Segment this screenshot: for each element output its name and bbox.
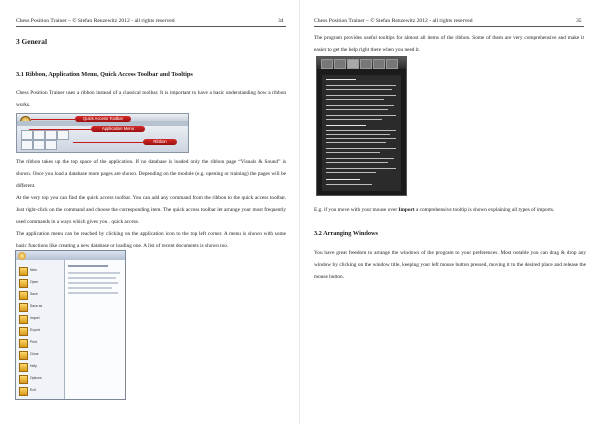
tooltip-text-line [326, 115, 396, 116]
recent-documents-list [65, 260, 125, 399]
ribbon-button-icon [386, 59, 398, 69]
callout-application-menu: Application Menu [91, 126, 145, 132]
section-heading: 3.2 Arranging Windows [314, 230, 378, 237]
tooltip-text-line [326, 105, 394, 106]
tooltip-text-line [326, 99, 384, 100]
import-button-icon [347, 59, 359, 69]
paragraph-ribbon-pages: The ribbon takes up the top space of the application. If no database is loaded only the ribbon page “Visuals & Sound” is shown. Once you load a database more pages are shown. Depending on the module (e.g. opening or training) the pages will be different. [16, 159, 286, 189]
callout-quick-access-toolbar: Quick Access Toolbar [75, 116, 131, 122]
callout-leader [73, 142, 143, 143]
ribbon-button-icon [334, 59, 346, 69]
app-menu-item: Help [18, 362, 62, 372]
app-menu-item: Print [18, 338, 62, 348]
close-icon [19, 351, 28, 360]
ribbon-button-icon [321, 59, 333, 69]
recent-document-entry [68, 292, 118, 294]
save-icon [19, 291, 28, 300]
ribbon-button-icon [21, 140, 33, 150]
header-rule [16, 26, 286, 27]
tooltip-text-line [326, 148, 396, 149]
tooltip-caption: E.g. if you move with your mouse over Import a comprehensive tooltip is shown explaining all types of imports. [314, 207, 555, 213]
app-menu-item: Exit [18, 386, 62, 396]
right-page [300, 0, 600, 424]
tooltip-text-line [326, 138, 396, 139]
tooltip-text-line [326, 168, 396, 169]
exit-icon [19, 387, 28, 396]
recent-documents-heading [68, 265, 108, 267]
tooltip-text-line [326, 184, 372, 185]
app-menu-item: Save as [18, 302, 62, 312]
app-menu-item: New [18, 266, 62, 276]
paragraph-quick-access: At the very top you can find the quick access toolbar. You can add any command from the ribbon to the quick access toolbar. Just right-click on the command and choose the corresponding item. The quick access toolbar let arrange your most frequently used commands in a ways which gives you . quick access. [16, 195, 286, 225]
ribbon-button-icon [45, 140, 57, 150]
tooltip-text-line [326, 158, 394, 159]
print-icon [19, 339, 28, 348]
ribbon-button-icon [57, 130, 69, 140]
tooltip-text-line [326, 119, 382, 120]
running-head: Chess Position Trainer – © Stefan Renzewitz 2012 - all rights reserved [16, 18, 175, 24]
tooltip-text-line [326, 85, 396, 86]
ribbon-button-icon [33, 130, 45, 140]
help-icon [19, 363, 28, 372]
save-as-icon [19, 303, 28, 312]
tooltip-text-line [326, 125, 366, 126]
tooltip-popup [322, 75, 401, 191]
application-menu-screenshot [15, 250, 126, 400]
callout-leader [29, 129, 91, 130]
ribbon-screenshot [16, 113, 189, 153]
tooltip-text-line [326, 130, 396, 131]
app-menu-item: Import [18, 314, 62, 324]
options-icon [19, 375, 28, 384]
tooltip-text-line [326, 109, 388, 110]
recent-document-entry [68, 287, 112, 289]
app-menu-item: Export [18, 326, 62, 336]
chapter-heading: 3 General [16, 37, 47, 46]
app-menu-item: Save [18, 290, 62, 300]
header-rule [314, 26, 584, 27]
callout-ribbon: Ribbon [143, 139, 177, 145]
paragraph-arranging-windows: You have great freedom to arrange the windows of the program to your preferences. Most notable you can drag & drop any window by clicking on the window title, keeping your left mouse button pressed, moving it to the desired place and release the mouse button. [314, 250, 586, 280]
tooltip-screenshot [316, 56, 407, 196]
open-icon [19, 279, 28, 288]
new-icon [19, 267, 28, 276]
app-menu-header [16, 251, 125, 260]
application-orb-icon [18, 252, 26, 260]
tooltip-text-line [326, 95, 396, 96]
paragraph-ribbon-intro: Chess Position Trainer uses a ribbon instead of a classical toolbar. It is important to have a basic understanding how a ribbon works. [16, 90, 286, 108]
tooltip-text-line [326, 134, 390, 135]
callout-leader [31, 119, 75, 120]
recent-document-entry [68, 282, 118, 284]
app-menu-item: Open [18, 278, 62, 288]
recent-document-entry [68, 277, 116, 279]
app-menu-commands [16, 260, 65, 399]
export-icon [19, 327, 28, 336]
ribbon-button-icon [33, 140, 45, 150]
ribbon-button-icon [360, 59, 372, 69]
tooltip-text-line [326, 162, 388, 163]
paragraph-application-menu: The application menu can be reached by clicking on the application icon to the top left corner. A menu is shown with some basic functions like creating a new database or loading one. A list of recent documents is shown too. [16, 231, 286, 249]
app-menu-item: Close [18, 350, 62, 360]
import-icon [19, 315, 28, 324]
tooltip-text-line [326, 142, 386, 143]
tooltip-text-line [326, 179, 360, 180]
section-heading: 3.1 Ribbon, Application Menu, Quick Access Toolbar and Tooltips [16, 71, 193, 78]
tooltip-text-line [326, 89, 392, 90]
ribbon-button-icon [373, 59, 385, 69]
app-menu-item: Options [18, 374, 62, 384]
recent-document-entry [68, 272, 120, 274]
paragraph-tooltips: The program provides useful tooltips for almost all items of the ribbon. Some of them are very comprehensive and make it easier to get the help right there when you need it. [314, 35, 584, 53]
page-number: 35 [576, 18, 582, 24]
page-number: 34 [278, 18, 284, 24]
tooltip-text-line [326, 172, 376, 173]
ribbon-button-icon [21, 130, 33, 140]
running-head: Chess Position Trainer – © Stefan Renzewitz 2012 - all rights reserved [314, 18, 473, 24]
tooltip-title [326, 79, 356, 80]
tooltip-text-line [326, 152, 380, 153]
ribbon-button-icon [45, 130, 57, 140]
